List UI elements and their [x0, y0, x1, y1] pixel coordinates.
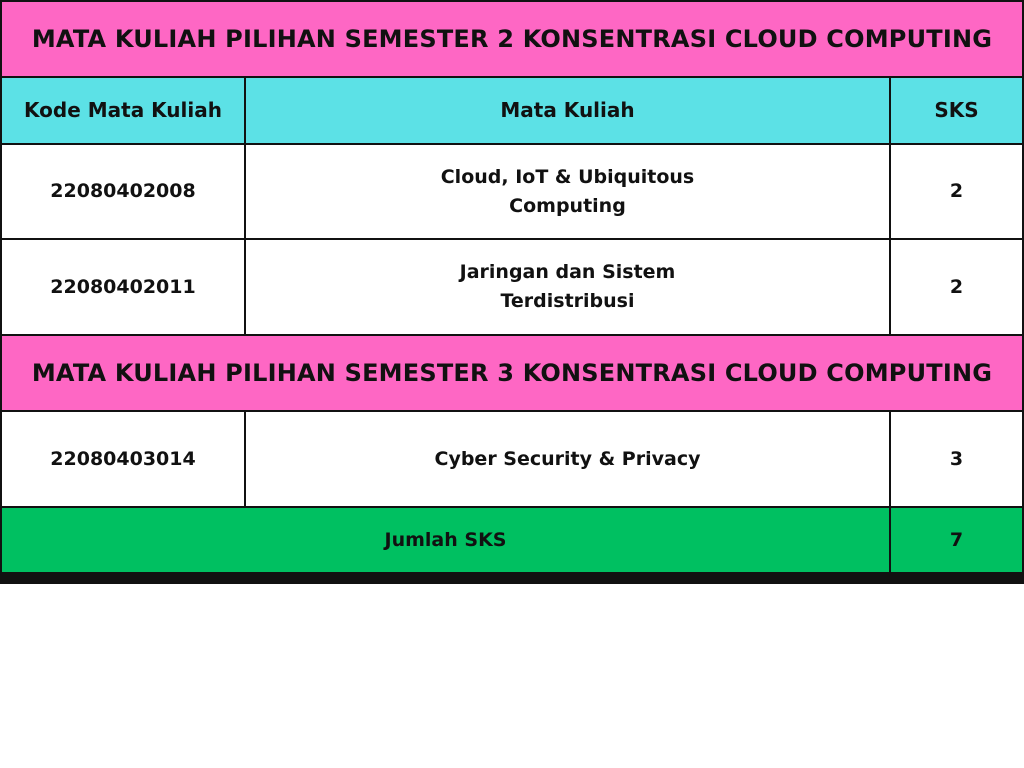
semester-2-title: MATA KULIAH PILIHAN SEMESTER 2 KONSENTRASI CLOUD COMPUTING	[2, 2, 1022, 76]
header-course: Mata Kuliah	[246, 78, 889, 143]
row-3-sks: 3	[891, 412, 1022, 506]
row-2-sks: 2	[891, 240, 1022, 334]
semester-3-title: MATA KULIAH PILIHAN SEMESTER 3 KONSENTRASI CLOUD COMPUTING	[2, 336, 1022, 410]
row-3-code: 22080403014	[2, 412, 244, 506]
row-2-code: 22080402011	[2, 240, 244, 334]
header-sks: SKS	[891, 78, 1022, 143]
total-label: Jumlah SKS	[2, 508, 889, 572]
header-code: Kode Mata Kuliah	[2, 78, 244, 143]
row-1-sks: 2	[891, 145, 1022, 238]
row-1-course: Cloud, IoT & Ubiquitous Computing	[246, 145, 889, 238]
row-1-code: 22080402008	[2, 145, 244, 238]
total-value: 7	[891, 508, 1022, 572]
row-3-course: Cyber Security & Privacy	[246, 412, 889, 506]
row-2-course: Jaringan dan Sistem Terdistribusi	[246, 240, 889, 334]
